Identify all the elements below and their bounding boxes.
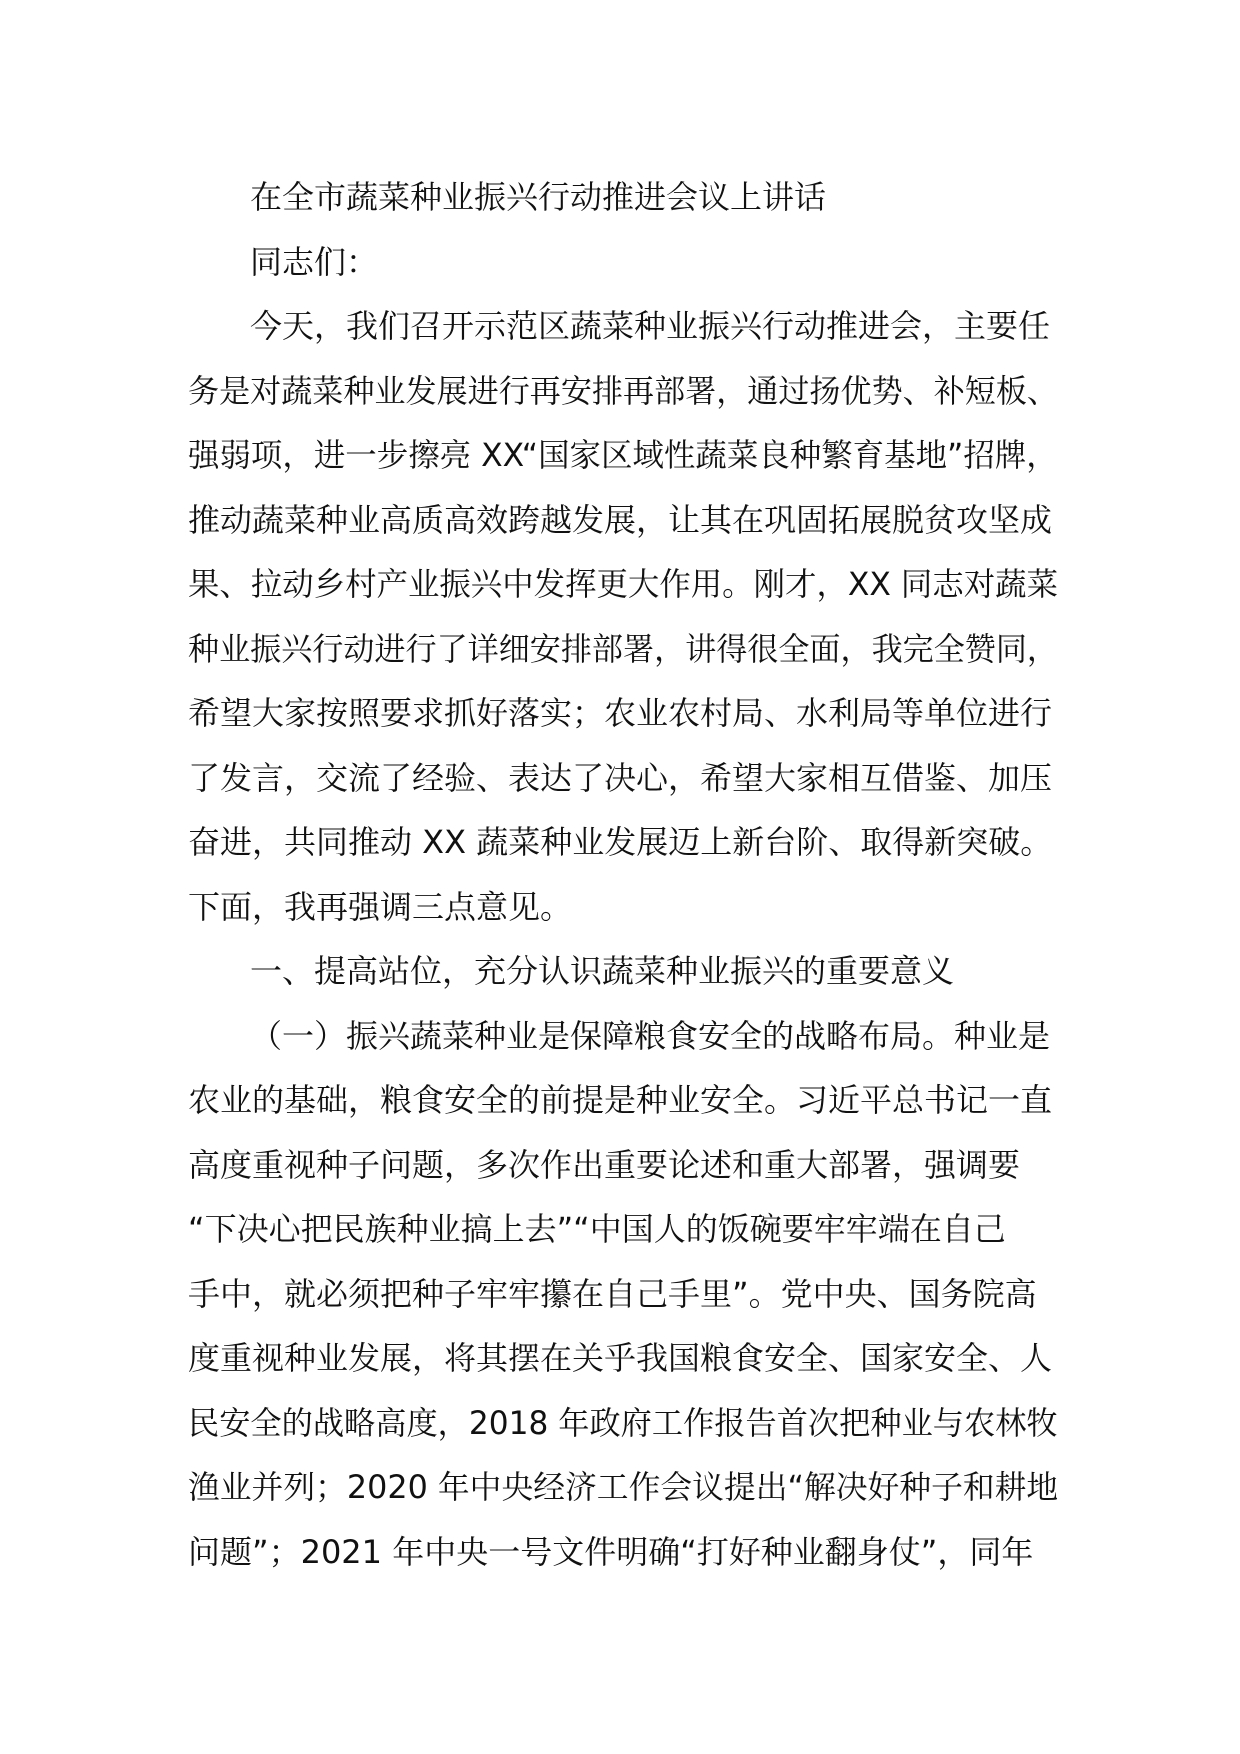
- paragraph-line: 渔业并列；2020 年中央经济工作会议提出“解决好种子和耕地: [188, 1468, 1059, 1506]
- paragraph-line: 问题”；2021 年中央一号文件明确“打好种业翻身仗”，同年: [188, 1532, 1034, 1571]
- subsection-line: （一）振兴蔬菜种业是保障粮食安全的战略布局。种业是: [250, 1016, 1051, 1055]
- paragraph-line: 今天，我们召开示范区蔬菜种业振兴行动推进会，主要任: [250, 307, 1051, 345]
- speech-body: [188, 165, 1088, 1584]
- paragraph-line: 希望大家按照要求抓好落实；农业农村局、水利局等单位进行: [188, 694, 1053, 732]
- paragraph-line: 种业振兴行动进行了详细安排部署，讲得很全面，我完全赞同，: [188, 629, 1059, 668]
- section-heading: 一、提高站位，充分认识蔬菜种业振兴的重要意义: [250, 952, 955, 990]
- paragraph-line: 奋进，共同推动 XX 蔬菜种业发展迈上新台阶、取得新突破。: [188, 823, 1053, 861]
- paragraph-line: 推动蔬菜种业高质高效跨越发展，让其在巩固拓展脱贫攻坚成: [188, 500, 1053, 539]
- paragraph-line: “下决心把民族种业搞上去”“中国人的饭碗要牢牢端在自己: [188, 1210, 1006, 1248]
- paragraph-line: 果、拉动乡村产业振兴中发挥更大作用。刚才，XX 同志对蔬菜: [188, 565, 1059, 603]
- document-title: 在全市蔬菜种业振兴行动推进会议上讲话: [250, 178, 827, 216]
- paragraph-line: 强弱项，进一步擦亮 XX“国家区域性蔬菜良种繁育基地”招牌，: [188, 436, 1058, 474]
- paragraph-line: 了发言，交流了经验、表达了决心，希望大家相互借鉴、加压: [188, 758, 1053, 797]
- salutation: 同志们：: [250, 242, 379, 281]
- paragraph-line: 务是对蔬菜种业发展进行再安排再部署，通过扬优势、补短板、: [188, 371, 1059, 410]
- paragraph-line: 下面，我再强调三点意见。: [188, 887, 573, 926]
- paragraph-line: 手中，就必须把种子牢牢攥在自己手里”。党中央、国务院高: [188, 1274, 1037, 1313]
- paragraph-line: 高度重视种子问题，多次作出重要论述和重大部署，强调要: [188, 1145, 1021, 1184]
- paragraph-line: 度重视种业发展，将其摆在关乎我国粮食安全、国家安全、人: [188, 1339, 1053, 1377]
- paragraph-line: 民安全的战略高度，2018 年政府工作报告首次把种业与农林牧: [188, 1403, 1058, 1442]
- paragraph-line: 农业的基础，粮食安全的前提是种业安全。习近平总书记一直: [188, 1081, 1053, 1119]
